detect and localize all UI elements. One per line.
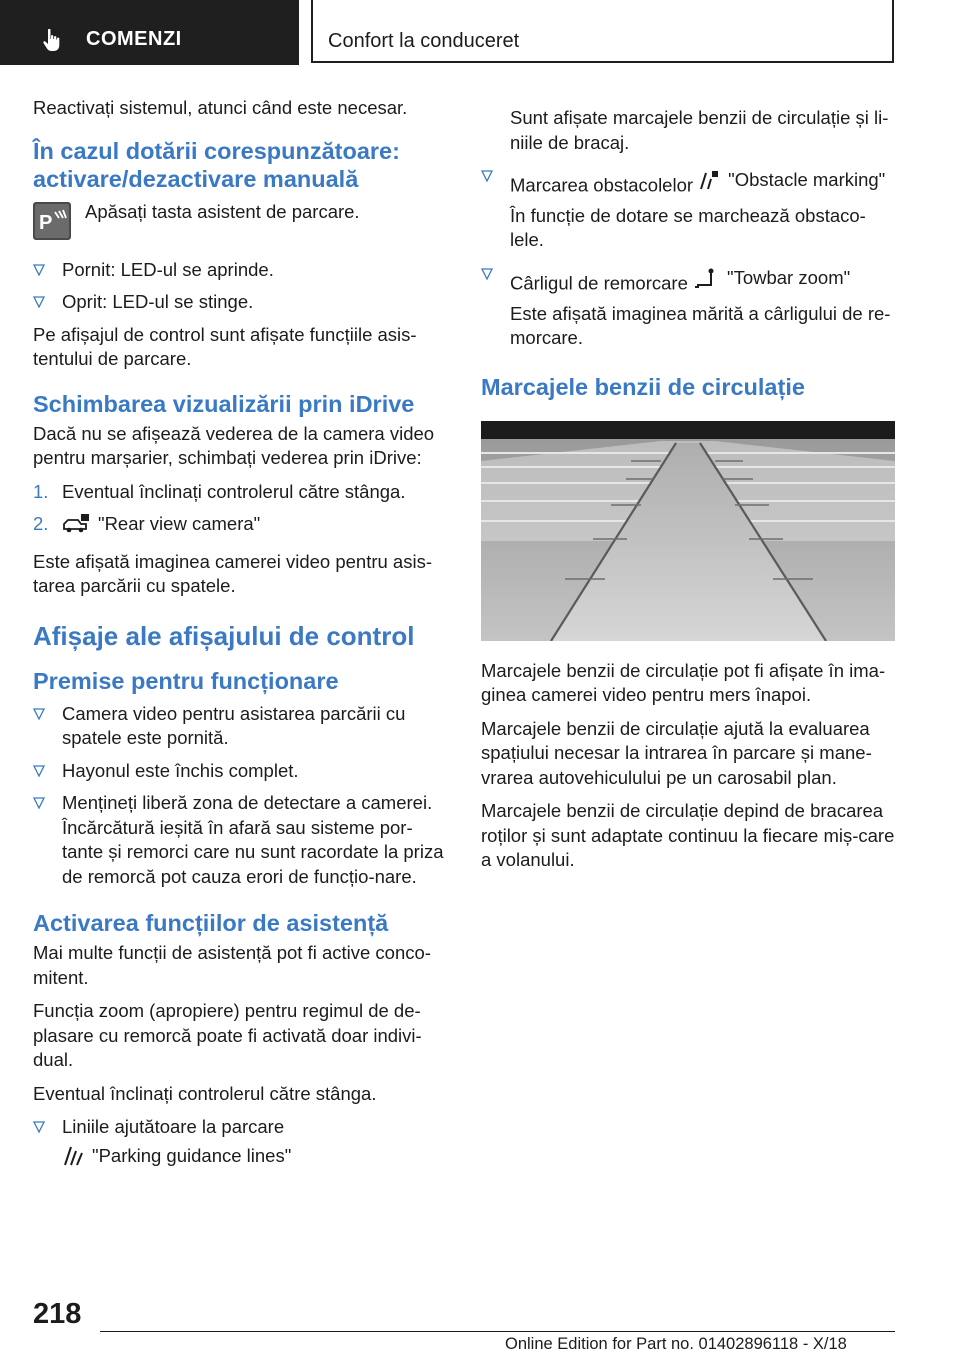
triangle-bullet-icon: [33, 264, 45, 276]
heading-manual-activation: În cazul dotării corespunzătoare: activare/dezactivare manuală: [33, 137, 400, 192]
triangle-bullet-icon: [481, 170, 493, 182]
towbar-zoom-icon: [693, 267, 719, 289]
footer-edition: Online Edition for Part no. 01402896118 - X/18: [505, 1335, 847, 1353]
footer-rule: [100, 1331, 895, 1332]
section-tab: [0, 0, 299, 65]
list-item: Cârligul de remorcare "Towbar zoom" Este afișată imaginea mărită a cârligului de re‐morcare.: [481, 262, 895, 351]
paragraph-control-display: Pe afișajul de control sunt afișate funcțiile asis‐tentului de parcare.: [33, 323, 417, 369]
paragraph-parking-desc: Sunt afișate marcajele benzii de circulație și li‐niile de bracaj.: [510, 107, 889, 153]
paragraph-lane-3: Marcajele benzii de circulație depind de bracarea roților și sunt adaptate continuu la fiecare miș‐care a volanului.: [481, 800, 895, 870]
obstacle-marking-label: "Obstacle marking": [728, 169, 886, 190]
paragraph-camera-image: Este afișată imaginea camerei video pentru asis‐tarea parcării cu spatele.: [33, 550, 432, 597]
paragraph-concurrent: Mai multe funcții de asistență pot fi active conco‐mitent.: [33, 942, 431, 988]
triangle-bullet-icon: [33, 296, 45, 308]
triangle-bullet-icon: [481, 268, 493, 280]
paragraph-zoom: Funcția zoom (apropiere) pentru regimul de de‐plasare cu remorcă poate fi activată doar indivi‐dual.: [33, 1000, 422, 1071]
chapter-title: Confort la conduceret: [328, 30, 520, 52]
triangle-bullet-icon: [33, 797, 45, 809]
heading-control-display: Afișaje ale afișajului de control: [33, 620, 415, 651]
list-item: Marcarea obstacolelor "Obstacle marking" În funcție de dotare se marchează obstaco‐lele.: [481, 164, 895, 253]
heading-prerequisites: Premise pentru funcționare: [33, 667, 339, 694]
page-number: 218: [33, 1298, 82, 1330]
chapter-tab: [311, 0, 894, 63]
list-item: Liniile ajutătoare la parcare "Parking guidance lines": [33, 1115, 445, 1173]
paragraph-tilt-controller: Eventual înclinați controlerul către stânga.: [33, 1082, 377, 1104]
lane-markings-image: [481, 421, 895, 641]
list-item: Hayonul este închis complet.: [33, 759, 445, 784]
park-assist-button-row: [33, 200, 445, 244]
list-item: Pornit: LED-ul se aprinde.: [33, 258, 445, 283]
right-column: [481, 100, 895, 882]
press-button-text: Apăsați tasta asistent de parcare.: [85, 200, 360, 222]
paragraph-reactivate: Reactivați sistemul, atunci când este necesar.: [33, 97, 408, 118]
step-item: 2. "Rear view camera": [33, 513, 261, 534]
list-item: Oprit: LED-ul se stinge.: [33, 290, 445, 315]
triangle-bullet-icon: [33, 708, 45, 720]
section-title: COMENZI: [86, 28, 182, 50]
paragraph-lane-2: Marcajele benzii de circulație ajută la evaluarea spațiului necesar la intrarea în parcare și mane‐vrarea autovehiculului pe un carosabil plan.: [481, 717, 872, 788]
parking-guidance-lines-icon: [62, 1145, 84, 1167]
rear-view-camera-icon: [62, 513, 90, 535]
step-item: 1. Eventual înclinați controlerul către stânga.: [33, 480, 406, 502]
heading-lane-markings: Marcajele benzii de circulație: [481, 373, 805, 400]
parking-guidance-label: "Parking guidance lines": [92, 1144, 292, 1166]
paragraph-change-view: Dacă nu se afișează vederea de la camera video pentru marșarier, schimbați vederea prin iDrive:: [33, 422, 435, 468]
hand-pointer-icon: [40, 27, 66, 53]
svg-text:P: P: [39, 211, 53, 234]
triangle-bullet-icon: [33, 765, 45, 777]
list-item: Camera video pentru asistarea parcării cu spatele este pornită.: [33, 702, 445, 751]
left-column: [33, 96, 445, 1182]
paragraph-lane-1: Marcajele benzii de circulație pot fi afișate în ima‐ginea camerei video pentru mers înapoi.: [481, 659, 886, 705]
list-item: Mențineți liberă zona de detectare a camerei. Încărcătură ieșită în afară sau sisteme por‐tante și remorci care nu sunt racordate la priza de remorcă pot cauza erori de funcțio‐nare.: [33, 791, 445, 889]
obstacle-marking-icon: [698, 169, 720, 191]
towbar-zoom-label: "Towbar zoom": [727, 266, 851, 288]
heading-change-view: Schimbarea vizualizării prin iDrive: [33, 390, 415, 417]
park-assist-button-icon: [33, 202, 71, 240]
triangle-bullet-icon: [33, 1121, 45, 1133]
heading-assist-functions: Activarea funcțiilor de asistență: [33, 910, 389, 937]
